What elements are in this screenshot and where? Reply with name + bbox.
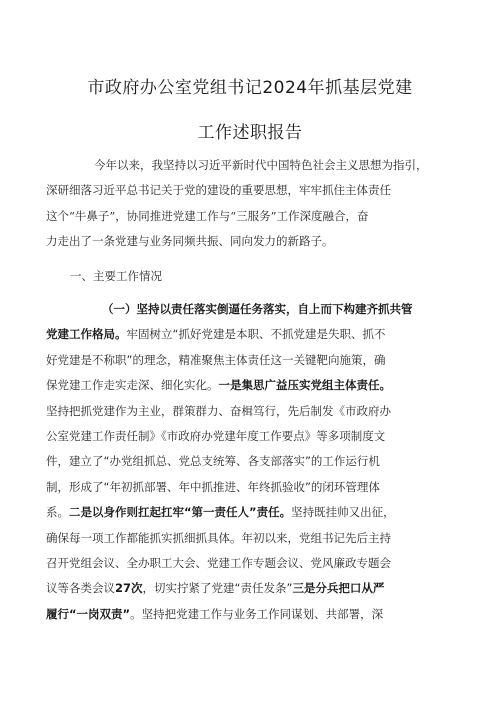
body-text: 牢固树立“抓好党建是本职、不抓党建是失职、抓不 <box>126 327 386 342</box>
document-title-line2: 工作述职报告 <box>197 123 303 143</box>
body-text: 议等各类会议 <box>46 581 115 596</box>
meeting-count: 27次 <box>115 581 143 596</box>
body-text: 保党建工作走实走深、细化实化。 <box>46 378 219 393</box>
point-one-heading: 一是集思广益压实党组主体责任。 <box>218 378 391 393</box>
body-text: 坚持把抓党建作为主业，群策群力、奋楫笃行，先后制发《市政府办 <box>46 403 391 418</box>
body-text: 件，建立了“办党组抓总、党总支统筹、各支部落实”的工作运行机 <box>46 454 380 469</box>
intro-line: 今年以来，我坚持以习近平新时代中国特色社会主义思想为指引， <box>94 158 428 172</box>
body-text: 好党建是不称职”的理念，精准聚焦主体责任这一关键靶向施策，确 <box>46 352 386 367</box>
document-title-line1: 市政府办公室党组书记2024年抓基层党建 <box>87 78 413 98</box>
subsection-heading-cont: 党建工作格局。 <box>46 327 127 342</box>
point-three-heading: 三是分兵把口从严 <box>292 581 385 596</box>
point-two-heading: 二是以身作则扛起扛牢“第一责任人”责任。 <box>69 505 292 520</box>
body-text: 系。 <box>46 505 69 520</box>
body-text: 确保每一项工作都能抓实抓细抓具体。年初以来，党组书记先后主持 <box>46 530 391 545</box>
section-heading: 一、主要工作情况 <box>70 269 162 283</box>
body-text: ，切实拧紧了党建“责任发条” <box>142 581 293 596</box>
body-text: 制，形成了“年初抓部署、年中抓推进、年终抓验收”的闭环管理体 <box>46 479 380 494</box>
intro-paragraph <box>46 153 464 255</box>
intro-line: 力走出了一条党建与业务同频共振、同向发力的新路子。 <box>46 234 334 249</box>
body-text: 。坚持把党建工作与业务工作同谋划、共部署，深 <box>130 606 384 621</box>
subsection-heading: （一）坚持以责任落实倒逼任务落实，自上而下构建齐抓共管 <box>102 302 413 316</box>
body-text: 公室党建工作责任制》《市政府办党建年度工作要点》等多项制度文 <box>46 429 386 444</box>
intro-line: 这个“牛鼻子”，协同推进党建工作与“三服务”工作深度融合，奋 <box>46 208 369 223</box>
point-three-heading-cont: 履行“一岗双责” <box>46 606 131 621</box>
body-text: 坚持既挂帅又出征， <box>291 505 395 520</box>
body-text: 召开党组会议、全办职工大会、党建工作专题会议、党风廉政专题会 <box>46 556 391 571</box>
intro-line: 深研细落习近平总书记关于党的建设的重要思想，牢牢抓住主体责任 <box>46 183 391 198</box>
body-paragraph <box>46 297 464 627</box>
